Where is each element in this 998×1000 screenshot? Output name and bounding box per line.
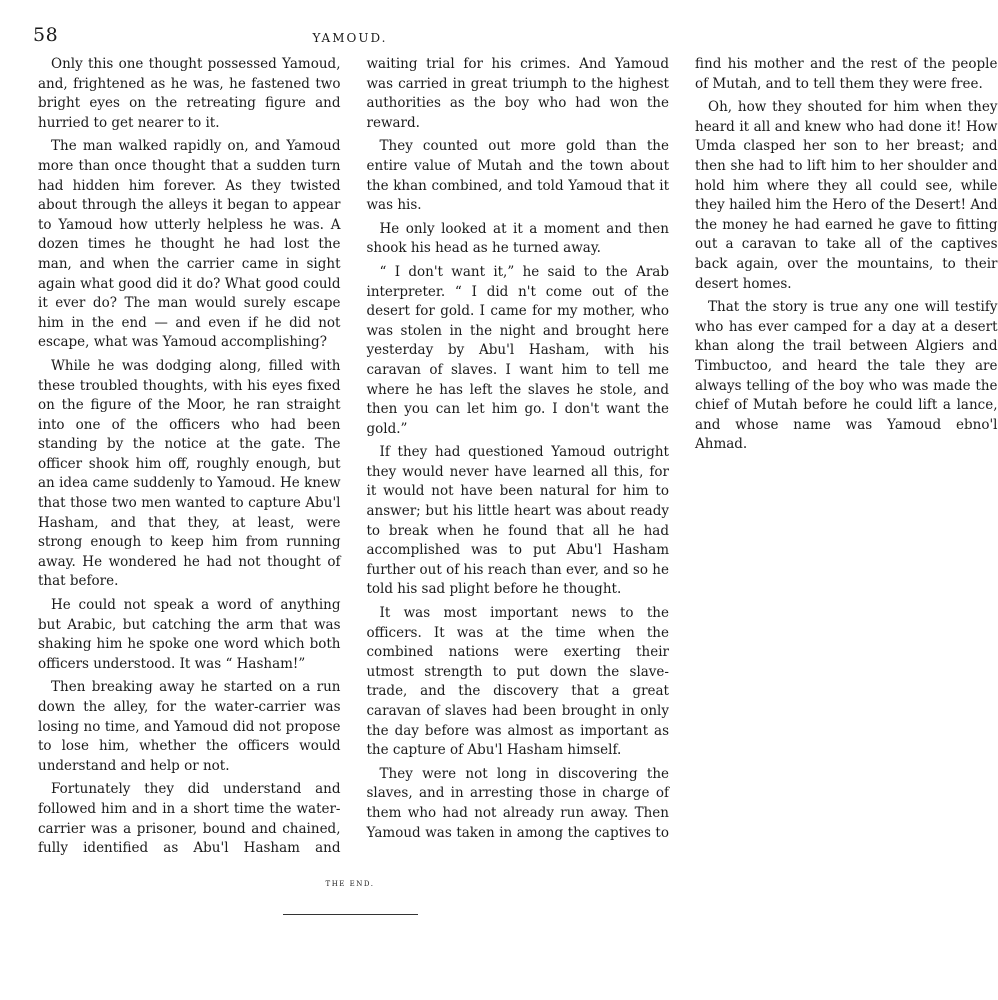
running-title: YAMOUD. [312,31,388,45]
page-number: 58 [33,24,59,46]
paragraph: They counted out more gold than the entire value of Mutah and the town about the khan combined, and told Yamoud that it was his. [366,138,669,214]
end-rule [283,914,418,915]
paragraph: He could not speak a word of anything but Arabic, but catching the arm that was shaking him he spoke one word which both officers understood. It was “ Hasham!” [38,597,341,672]
paragraph: Then breaking away he started on a run down the alley, for the water-carrier was losing no time, and Yamoud did not propose to lose him, whether the officers would understand and help or not. [38,679,341,774]
paragraph: If they had questioned Yamoud outright they would never have learned all this, for it would not have been natural for him to answer; but his little heart was about ready to break when he found that all he had accomplished was to put Abu'l Hasham further out of his reach than ever, and so he told his sad plight before he thought. [366,444,669,598]
paragraph: It was most important news to the officers. It was at the time when the combined nations were exerting their utmost strength to put down the slave-trade, and the discovery that a great caravan of slaves had been brought in only the day before was almost as important as the capture of Abu'l Hasham himself. [366,605,669,759]
story-text [38,55,998,870]
paragraph: Oh, how they shouted for him when they heard it all and knew who had done it! How Umda clasped her son to her breast; and then she had to lift him to her shoulder and hold him where they all could see, while they hailed him the Hero of the Desert! And the money he had earned he gave to fitting out a caravan to take all of the captives back again, over the mountains, to their desert homes. [695,99,998,292]
paragraph: That the story is true any one will testify who has ever camped for a day at a desert khan along the trail between Algiers and Timbuctoo, and heard the tale they are always telling of the boy who was made the chief of Mutah before he could lift a lance, and whose name was Yamoud ebno'l Ahmad. [695,299,998,453]
paragraph: “ I don't want it,” he said to the Arab interpreter. “ I did n't come out of the desert for gold. I came for my mother, who was stolen in the night and brought here yesterday by Abu'l Hasham, with his caravan of slaves. I want him to tell me where he has left the slaves he stole, and then you can let him go. I don't want the gold.” [366,263,669,437]
paragraph: The man walked rapidly on, and Yamoud more than once thought that a sudden turn had hidden him forever. As they twisted about through the alleys it began to appear to Yamoud how utterly helpless he was. A dozen times he thought he had lost the man, and when the carrier came in sight again what good did it do? What good could it ever do? The man would surely escape him in the end — and even if he did not escape, what was Yamoud accomplishing? [38,138,341,351]
paragraph: He only looked at it a moment and then shook his head as he turned away. [366,220,669,257]
paragraph: While he was dodging along, filled with these troubled thoughts, with his eyes fixed on the figure of the Moor, he ran straight into one of the officers who had been standing by the notice at the gate. The officer shook him off, roughly enough, but an idea came suddenly to Yamoud. He knew that those two men wanted to capture Abu'l Hasham, and that they, at least, were strong enough to keep him from running away. He wondered he had not thought of that before. [38,357,341,590]
paragraph: Only this one thought possessed Yamoud, and, frightened as he was, he fastened two bright eyes on the retreating figure and hurried to get nearer to it. [38,56,341,131]
paragraph: Fortunately they did understand and followed him and in a short time the water-carrier was a prisoner, bound and chained, fully identified as Abu'l Hasham and waiting trial for his crimes. And Yamoud was carried in great triumph to the highest authorities as the boy who had won the reward. [38,56,669,857]
paragraph: They were not long in discovering the slaves, and in arresting those in charge of them who had not already run away. Then Yamoud was taken in among the captives to find his mother and the rest of the people of Mutah, and to tell them they were free. [366,56,998,841]
the-end-label: THE END. [325,880,375,888]
